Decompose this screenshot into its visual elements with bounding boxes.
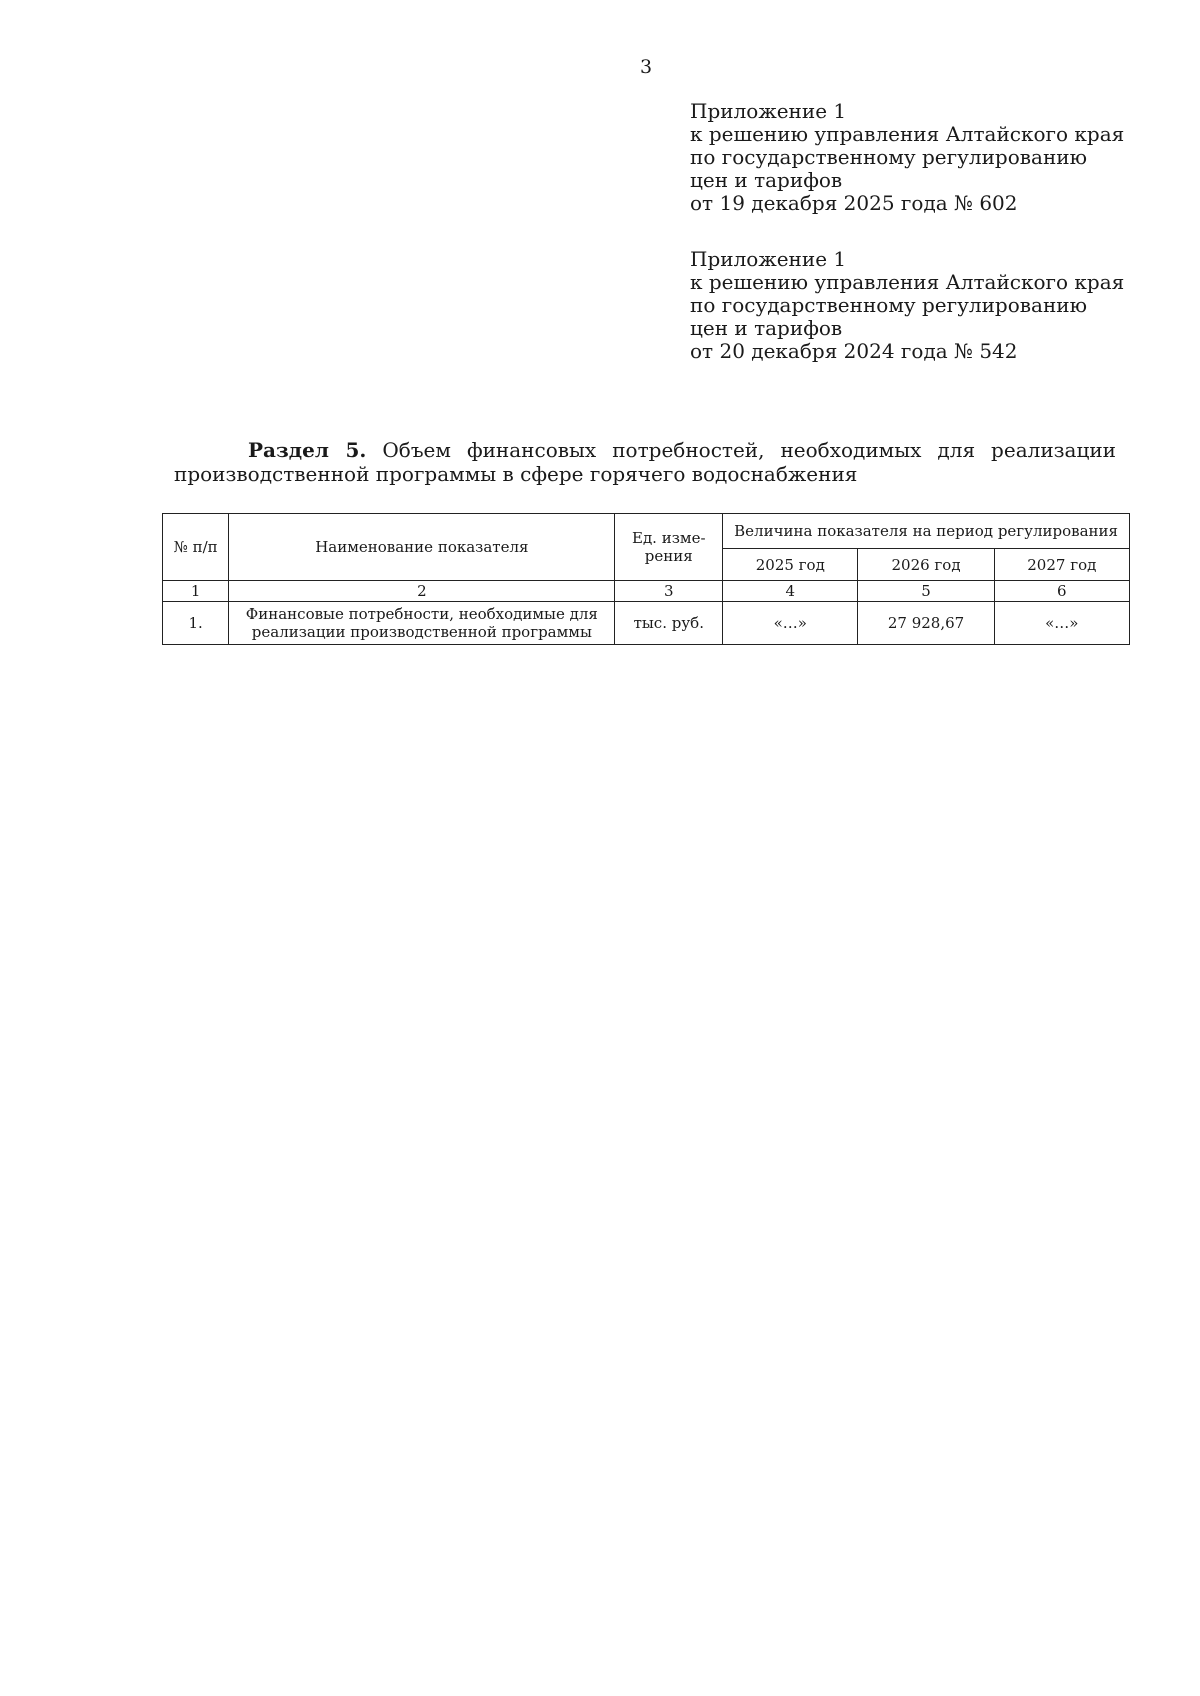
section-title: Объем финансовых потребностей, необходимых для реализации производственной программы в сфере горячего водоснабжения bbox=[174, 438, 1117, 486]
column-number: 1 bbox=[163, 581, 229, 602]
page-number: 3 bbox=[640, 56, 653, 78]
appendix-block-current bbox=[690, 100, 1124, 215]
column-number: 2 bbox=[229, 581, 615, 602]
header-year-2026: 2026 год bbox=[858, 549, 994, 581]
row-num: 1. bbox=[163, 602, 229, 645]
appendix-date: от 20 декабря 2024 года № 542 bbox=[690, 339, 1018, 363]
appendix-line: к решению управления Алтайского края bbox=[690, 122, 1125, 146]
section-label: Раздел 5. bbox=[248, 438, 367, 462]
column-number-row bbox=[163, 581, 1130, 602]
financial-needs-table bbox=[162, 513, 1130, 645]
row-value-2026: 27 928,67 bbox=[858, 602, 994, 645]
header-year-2025: 2025 год bbox=[723, 549, 858, 581]
table-header-row bbox=[163, 514, 1130, 549]
appendix-line: цен и тарифов bbox=[690, 168, 843, 192]
column-number: 6 bbox=[994, 581, 1129, 602]
appendix-date: от 19 декабря 2025 года № 602 bbox=[690, 191, 1018, 215]
appendix-line: к решению управления Алтайского края bbox=[690, 270, 1125, 294]
appendix-title: Приложение 1 bbox=[690, 99, 847, 123]
column-number: 5 bbox=[858, 581, 994, 602]
appendix-line: по государственному регулированию bbox=[690, 293, 1088, 317]
appendix-block-previous bbox=[690, 248, 1124, 363]
row-unit: тыс. руб. bbox=[615, 602, 723, 645]
section-heading bbox=[174, 438, 1116, 486]
column-number: 3 bbox=[615, 581, 723, 602]
appendix-line: по государственному регулированию bbox=[690, 145, 1088, 169]
row-name: Финансовые потребности, необходимые для реализации производственной программы bbox=[229, 602, 615, 645]
header-unit: Ед. изме-рения bbox=[615, 514, 723, 581]
table-row bbox=[163, 602, 1130, 645]
appendix-title: Приложение 1 bbox=[690, 247, 847, 271]
appendix-line: цен и тарифов bbox=[690, 316, 843, 340]
header-num: № п/п bbox=[163, 514, 229, 581]
header-period-group: Величина показателя на период регулирования bbox=[723, 514, 1130, 549]
header-name: Наименование показателя bbox=[229, 514, 615, 581]
column-number: 4 bbox=[723, 581, 858, 602]
row-value-2027: «…» bbox=[994, 602, 1129, 645]
header-year-2027: 2027 год bbox=[994, 549, 1129, 581]
row-value-2025: «…» bbox=[723, 602, 858, 645]
